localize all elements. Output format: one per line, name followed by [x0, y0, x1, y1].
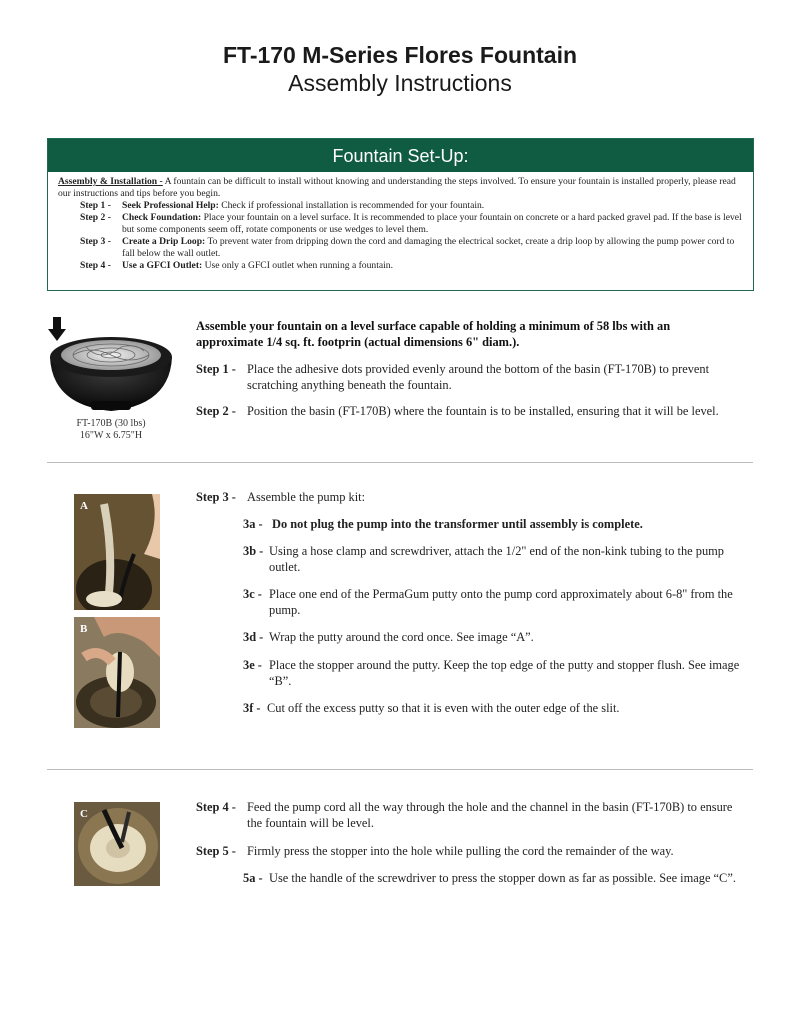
setup-step-title: Create a Drip Loop: [122, 236, 206, 247]
substep-label: 3d - [243, 630, 264, 644]
step-label: Step 4 - [196, 800, 236, 814]
setup-step-text: Place your fountain on a level surface. It is recommended to place your fountain on concrete or a hard packed gravel pad. If the base is level but some components seem off, rotate components or use wedges to level them. [122, 212, 742, 235]
substep-3b [243, 543, 753, 575]
substep-3e [243, 657, 753, 689]
substep-3a [243, 516, 753, 532]
setup-step-title: Seek Professional Help: [122, 200, 219, 211]
step-4 [196, 799, 741, 831]
down-arrow-icon [48, 317, 66, 341]
photo-b [74, 617, 160, 728]
document-subtitle: Assembly Instructions [288, 70, 512, 96]
setup-panel [47, 138, 754, 291]
step-2 [196, 403, 741, 419]
setup-step [80, 212, 743, 236]
basin-illustration [46, 315, 176, 415]
substep-label: 3e - [243, 658, 262, 672]
step-text: Firmly press the stopper into the hole while pulling the cord the remainder of the way. [247, 844, 674, 858]
setup-step-label: Step 1 - [80, 200, 111, 211]
substep-text: Use the handle of the screwdriver to press the stopper down as far as possible. See image “C”. [269, 871, 736, 885]
substep-text: Cut off the excess putty so that it is even with the outer edge of the slit. [267, 701, 620, 715]
step-label: Step 2 - [196, 404, 236, 418]
basin-caption-dimensions: 16"W x 6.75"H [79, 430, 143, 441]
basin-caption-model: FT-170B (30 lbs) [76, 418, 146, 429]
section-divider [47, 769, 753, 770]
substep-text: Do not plug the pump into the transformer until assembly is complete. [272, 517, 643, 531]
substep-label: 3c - [243, 587, 262, 601]
step-5 [196, 843, 741, 859]
setup-intro [58, 176, 743, 200]
substep-text: Place the stopper around the putty. Keep the top edge of the putty and stopper flush. See image “B”. [269, 658, 740, 688]
photo-c-label: C [80, 808, 88, 820]
substep-label: 3b - [243, 544, 264, 558]
setup-step-title: Use a GFCI Outlet: [122, 260, 203, 271]
photo-b-label: B [80, 623, 88, 635]
substep-3c [243, 586, 753, 618]
step-3 [196, 489, 741, 505]
setup-step-label: Step 2 - [80, 212, 111, 223]
section1-intro: Assemble your fountain on a level surface capable of holding a minimum of 58 lbs with an approximate 1/4 sq. ft. footprin (actual dimensions 6" diam.). [196, 319, 671, 349]
step-label: Step 5 - [196, 844, 236, 858]
step-text: Assemble the pump kit: [247, 490, 366, 504]
substep-5a [243, 870, 753, 886]
step-text: Position the basin (FT-170B) where the fountain is to be installed, ensuring that it will be level. [247, 404, 719, 418]
setup-step-label: Step 3 - [80, 236, 111, 247]
setup-body [48, 172, 753, 272]
substep-label: 3f - [243, 701, 261, 715]
basin-caption [46, 418, 176, 442]
substep-label: 3a - [243, 517, 263, 531]
photo-a [74, 494, 160, 610]
step-label: Step 3 - [196, 490, 236, 504]
photo-a-label: A [80, 500, 88, 512]
setup-step-text: To prevent water from dripping down the cord and damaging the electrical socket, create a drip loop by allowing the pump power cord to fall below the wall outlet. [122, 236, 735, 259]
setup-step [80, 200, 743, 212]
setup-intro-text: A fountain can be difficult to install without knowing and understanding the steps involved. To ensure your fountain is installed properly, please read our instructions and tips before you begin. [58, 176, 736, 199]
step-1 [196, 361, 741, 393]
setup-step-title: Check Foundation: [122, 212, 202, 223]
setup-step-text: Check if professional installation is recommended for your fountain. [218, 200, 485, 211]
section-divider [47, 462, 753, 463]
document-title: FT-170 M-Series Flores Fountain [222, 42, 578, 68]
photo-c [74, 802, 160, 886]
setup-heading: Fountain Set-Up: [48, 139, 753, 172]
step-label: Step 1 - [196, 362, 236, 376]
substep-label: 5a - [243, 871, 263, 885]
substep-text: Wrap the putty around the cord once. See image “A”. [269, 630, 534, 644]
step-text: Feed the pump cord all the way through the hole and the channel in the basin (FT-170B) to ensure the fountain will be level. [247, 800, 733, 830]
setup-step-label: Step 4 - [80, 260, 111, 271]
substep-3d [243, 629, 753, 645]
substep-text: Using a hose clamp and screwdriver, attach the 1/2" end of the non-kink tubing to the pump outlet. [269, 544, 724, 574]
setup-step [80, 260, 743, 272]
substep-text: Place one end of the PermaGum putty onto the pump cord approximately about 6-8" from the pump. [269, 587, 733, 617]
step-text: Place the adhesive dots provided evenly around the bottom of the basin (FT-170B) to prevent scratching anything beneath the fountain. [247, 362, 710, 392]
setup-step [80, 236, 743, 260]
setup-step-text: Use only a GFCI outlet when running a fountain. [202, 260, 393, 271]
setup-intro-label: Assembly & Installation - [58, 176, 163, 187]
substep-3f [243, 700, 753, 716]
